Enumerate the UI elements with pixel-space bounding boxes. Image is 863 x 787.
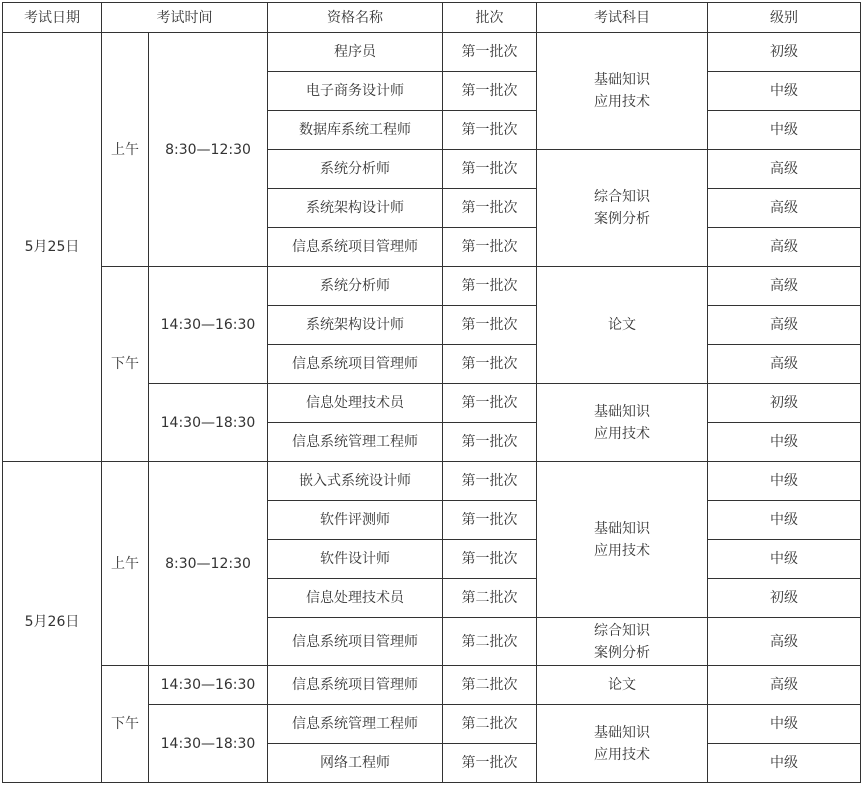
batch-cell: 第一批次 (443, 306, 537, 345)
batch-cell: 第一批次 (443, 540, 537, 579)
batch-cell: 第一批次 (443, 345, 537, 384)
qualification-cell: 软件评测师 (268, 501, 443, 540)
qualification-cell: 信息处理技术员 (268, 579, 443, 618)
subject-line: 基础知识 (594, 724, 650, 741)
session-am-cell: 上午 (102, 462, 149, 666)
subject-line: 应用技术 (594, 542, 650, 559)
level-cell: 高级 (708, 306, 861, 345)
exam-date-cell: 5月25日 (3, 33, 102, 462)
qualification-cell: 信息处理技术员 (268, 384, 443, 423)
session-pm-cell: 下午 (102, 267, 149, 462)
subject-line: 论文 (608, 317, 636, 333)
batch-cell: 第一批次 (443, 189, 537, 228)
qualification-cell: 系统架构设计师 (268, 306, 443, 345)
level-cell: 中级 (708, 705, 861, 744)
batch-cell: 第一批次 (443, 744, 537, 783)
level-cell: 初级 (708, 384, 861, 423)
qualification-cell: 系统分析师 (268, 150, 443, 189)
session-am-cell: 上午 (102, 33, 149, 267)
qualification-cell: 信息系统项目管理师 (268, 618, 443, 666)
batch-cell: 第一批次 (443, 501, 537, 540)
subject-line: 应用技术 (594, 425, 650, 442)
exam-date-cell: 5月26日 (3, 462, 102, 783)
batch-cell: 第二批次 (443, 618, 537, 666)
qualification-cell: 系统分析师 (268, 267, 443, 306)
table-row (3, 267, 861, 306)
level-cell: 高级 (708, 345, 861, 384)
table-row (3, 666, 861, 705)
level-cell: 中级 (708, 540, 861, 579)
subject-line: 综合知识 (594, 189, 650, 205)
level-cell: 中级 (708, 111, 861, 150)
subject-cell (537, 384, 708, 462)
qualification-cell: 信息系统项目管理师 (268, 666, 443, 705)
level-cell: 中级 (708, 72, 861, 111)
level-cell: 高级 (708, 618, 861, 666)
subject-line: 案例分析 (594, 211, 650, 227)
subject-cell (537, 150, 708, 267)
level-cell: 高级 (708, 666, 861, 705)
batch-cell: 第一批次 (443, 228, 537, 267)
header-exam-time: 考试时间 (102, 3, 268, 33)
time-cell: 14:30—16:30 (149, 666, 268, 705)
qualification-cell: 程序员 (268, 33, 443, 72)
subject-line: 基础知识 (594, 403, 650, 420)
session-pm-cell: 下午 (102, 666, 149, 783)
qualification-cell: 软件设计师 (268, 540, 443, 579)
level-cell: 中级 (708, 462, 861, 501)
time-cell: 14:30—16:30 (149, 267, 268, 384)
subject-cell (537, 705, 708, 783)
batch-cell: 第一批次 (443, 33, 537, 72)
batch-cell: 第一批次 (443, 150, 537, 189)
level-cell: 初级 (708, 33, 861, 72)
batch-cell: 第一批次 (443, 423, 537, 462)
subject-line: 案例分析 (594, 644, 650, 661)
header-row (3, 3, 861, 33)
subject-line: 综合知识 (594, 622, 650, 639)
qualification-cell: 数据库系统工程师 (268, 111, 443, 150)
subject-cell (537, 267, 708, 384)
subject-line: 应用技术 (594, 746, 650, 763)
table-row (3, 462, 861, 501)
time-cell: 8:30—12:30 (149, 33, 268, 267)
qualification-cell: 信息系统项目管理师 (268, 228, 443, 267)
batch-cell: 第一批次 (443, 267, 537, 306)
header-exam-date: 考试日期 (3, 3, 102, 33)
subject-line: 基础知识 (594, 72, 650, 88)
qualification-cell: 信息系统管理工程师 (268, 423, 443, 462)
subject-cell (537, 33, 708, 150)
qualification-cell: 电子商务设计师 (268, 72, 443, 111)
batch-cell: 第一批次 (443, 384, 537, 423)
header-subject: 考试科目 (537, 3, 708, 33)
level-cell: 高级 (708, 228, 861, 267)
level-cell: 中级 (708, 744, 861, 783)
subject-cell (537, 666, 708, 705)
qualification-cell: 网络工程师 (268, 744, 443, 783)
subject-line: 论文 (608, 677, 636, 693)
subject-cell (537, 462, 708, 618)
batch-cell: 第二批次 (443, 705, 537, 744)
level-cell: 中级 (708, 501, 861, 540)
subject-cell (537, 618, 708, 666)
batch-cell: 第一批次 (443, 462, 537, 501)
header-batch: 批次 (443, 3, 537, 33)
level-cell: 高级 (708, 150, 861, 189)
level-cell: 初级 (708, 579, 861, 618)
header-level: 级别 (708, 3, 861, 33)
qualification-cell: 系统架构设计师 (268, 189, 443, 228)
time-cell: 8:30—12:30 (149, 462, 268, 666)
batch-cell: 第二批次 (443, 579, 537, 618)
batch-cell: 第一批次 (443, 111, 537, 150)
level-cell: 中级 (708, 423, 861, 462)
exam-schedule-table (2, 2, 861, 783)
subject-line: 基础知识 (594, 520, 650, 537)
subject-line: 应用技术 (594, 94, 650, 110)
qualification-cell: 信息系统项目管理师 (268, 345, 443, 384)
qualification-cell: 信息系统管理工程师 (268, 705, 443, 744)
level-cell: 高级 (708, 189, 861, 228)
header-qualification: 资格名称 (268, 3, 443, 33)
time-cell: 14:30—18:30 (149, 384, 268, 462)
batch-cell: 第一批次 (443, 72, 537, 111)
batch-cell: 第二批次 (443, 666, 537, 705)
level-cell: 高级 (708, 267, 861, 306)
qualification-cell: 嵌入式系统设计师 (268, 462, 443, 501)
time-cell: 14:30—18:30 (149, 705, 268, 783)
table-row (3, 33, 861, 72)
